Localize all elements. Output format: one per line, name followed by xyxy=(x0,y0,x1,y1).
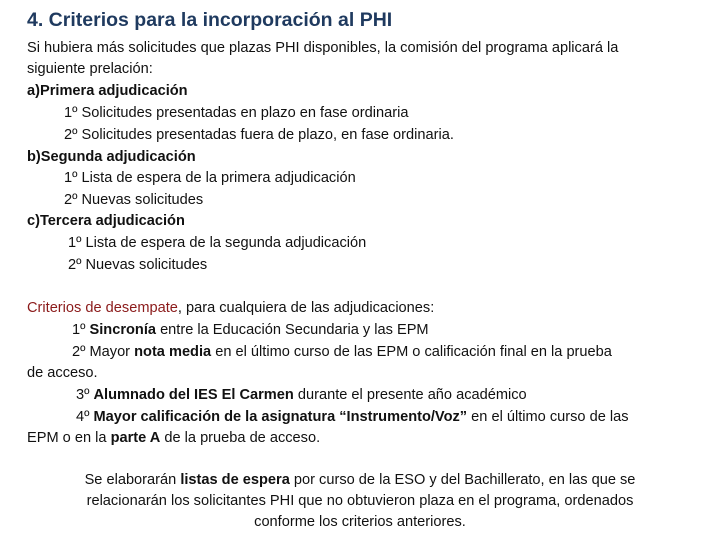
tiebreak-criterion-4-continued xyxy=(27,428,320,448)
criterion-number: 3º xyxy=(76,387,94,403)
tiebreak-criterion-4 xyxy=(76,407,629,427)
criterion-key: Alumnado del IES El Carmen xyxy=(93,387,294,403)
closing-paragraph xyxy=(30,470,690,533)
criterion-key: Mayor calificación de la asignatura “Instrumento/Voz” xyxy=(93,409,468,425)
tiebreak-criterion-2 xyxy=(72,342,612,362)
closing-line-3: conforme los criterios anteriores. xyxy=(254,514,466,530)
criterion-text: EPM o en la xyxy=(27,430,111,446)
criterion-text: en el último curso de las EPM o calificación final en la prueba xyxy=(211,344,612,360)
section-b-item-2: 2º Nuevas solicitudes xyxy=(64,192,204,208)
criterion-key: Sincronía xyxy=(89,322,157,338)
intro-line-2: siguiente prelación: xyxy=(27,61,153,77)
closing-text: por curso de la ESO y del Bachillerato, en las que se xyxy=(289,472,636,488)
criterion-number: 2º Mayor xyxy=(72,344,135,360)
tiebreak-label: Criterios de desempate xyxy=(27,300,178,316)
criterion-text: de la prueba de acceso. xyxy=(160,430,321,446)
page-title: 4. Criterios para la incorporación al PHI xyxy=(27,9,393,31)
closing-key: listas de espera xyxy=(180,472,290,488)
tiebreak-criterion-2-continued: de acceso. xyxy=(27,365,98,381)
section-c-item-2: 2º Nuevas solicitudes xyxy=(68,257,208,273)
section-a-item-1: 1º Solicitudes presentadas en plazo en fase ordinaria xyxy=(64,105,409,121)
section-c-heading: c)Tercera adjudicación xyxy=(27,213,185,229)
tiebreak-label-rest: , para cualquiera de las adjudicaciones: xyxy=(177,300,435,316)
section-c-item-1: 1º Lista de espera de la segunda adjudicación xyxy=(68,235,367,251)
tiebreak-criterion-3 xyxy=(76,385,527,405)
tiebreak-intro xyxy=(27,298,434,318)
criterion-text: durante el presente año académico xyxy=(293,387,527,403)
criterion-number: 4º xyxy=(76,409,94,425)
tiebreak-criterion-1 xyxy=(72,320,429,340)
section-a-item-2: 2º Solicitudes presentadas fuera de plazo, en fase ordinaria. xyxy=(64,127,454,143)
criterion-text: en el último curso de las xyxy=(467,409,629,425)
intro-line-1: Si hubiera más solicitudes que plazas PHI disponibles, la comisión del programa aplicará la xyxy=(27,40,619,56)
section-a-heading: a)Primera adjudicación xyxy=(27,83,188,99)
criterion-key: parte A xyxy=(110,430,161,446)
criterion-number: 1º xyxy=(72,322,90,338)
closing-line-2: relacionarán los solicitantes PHI que no obtuvieron plaza en el programa, ordenados xyxy=(86,493,634,509)
closing-line-1 xyxy=(85,472,636,488)
criterion-text: entre la Educación Secundaria y las EPM xyxy=(156,322,429,338)
section-b-item-1: 1º Lista de espera de la primera adjudicación xyxy=(64,170,356,186)
section-b-heading: b)Segunda adjudicación xyxy=(27,149,196,165)
criterion-key: nota media xyxy=(134,344,212,360)
closing-text: Se elaborarán xyxy=(84,472,181,488)
